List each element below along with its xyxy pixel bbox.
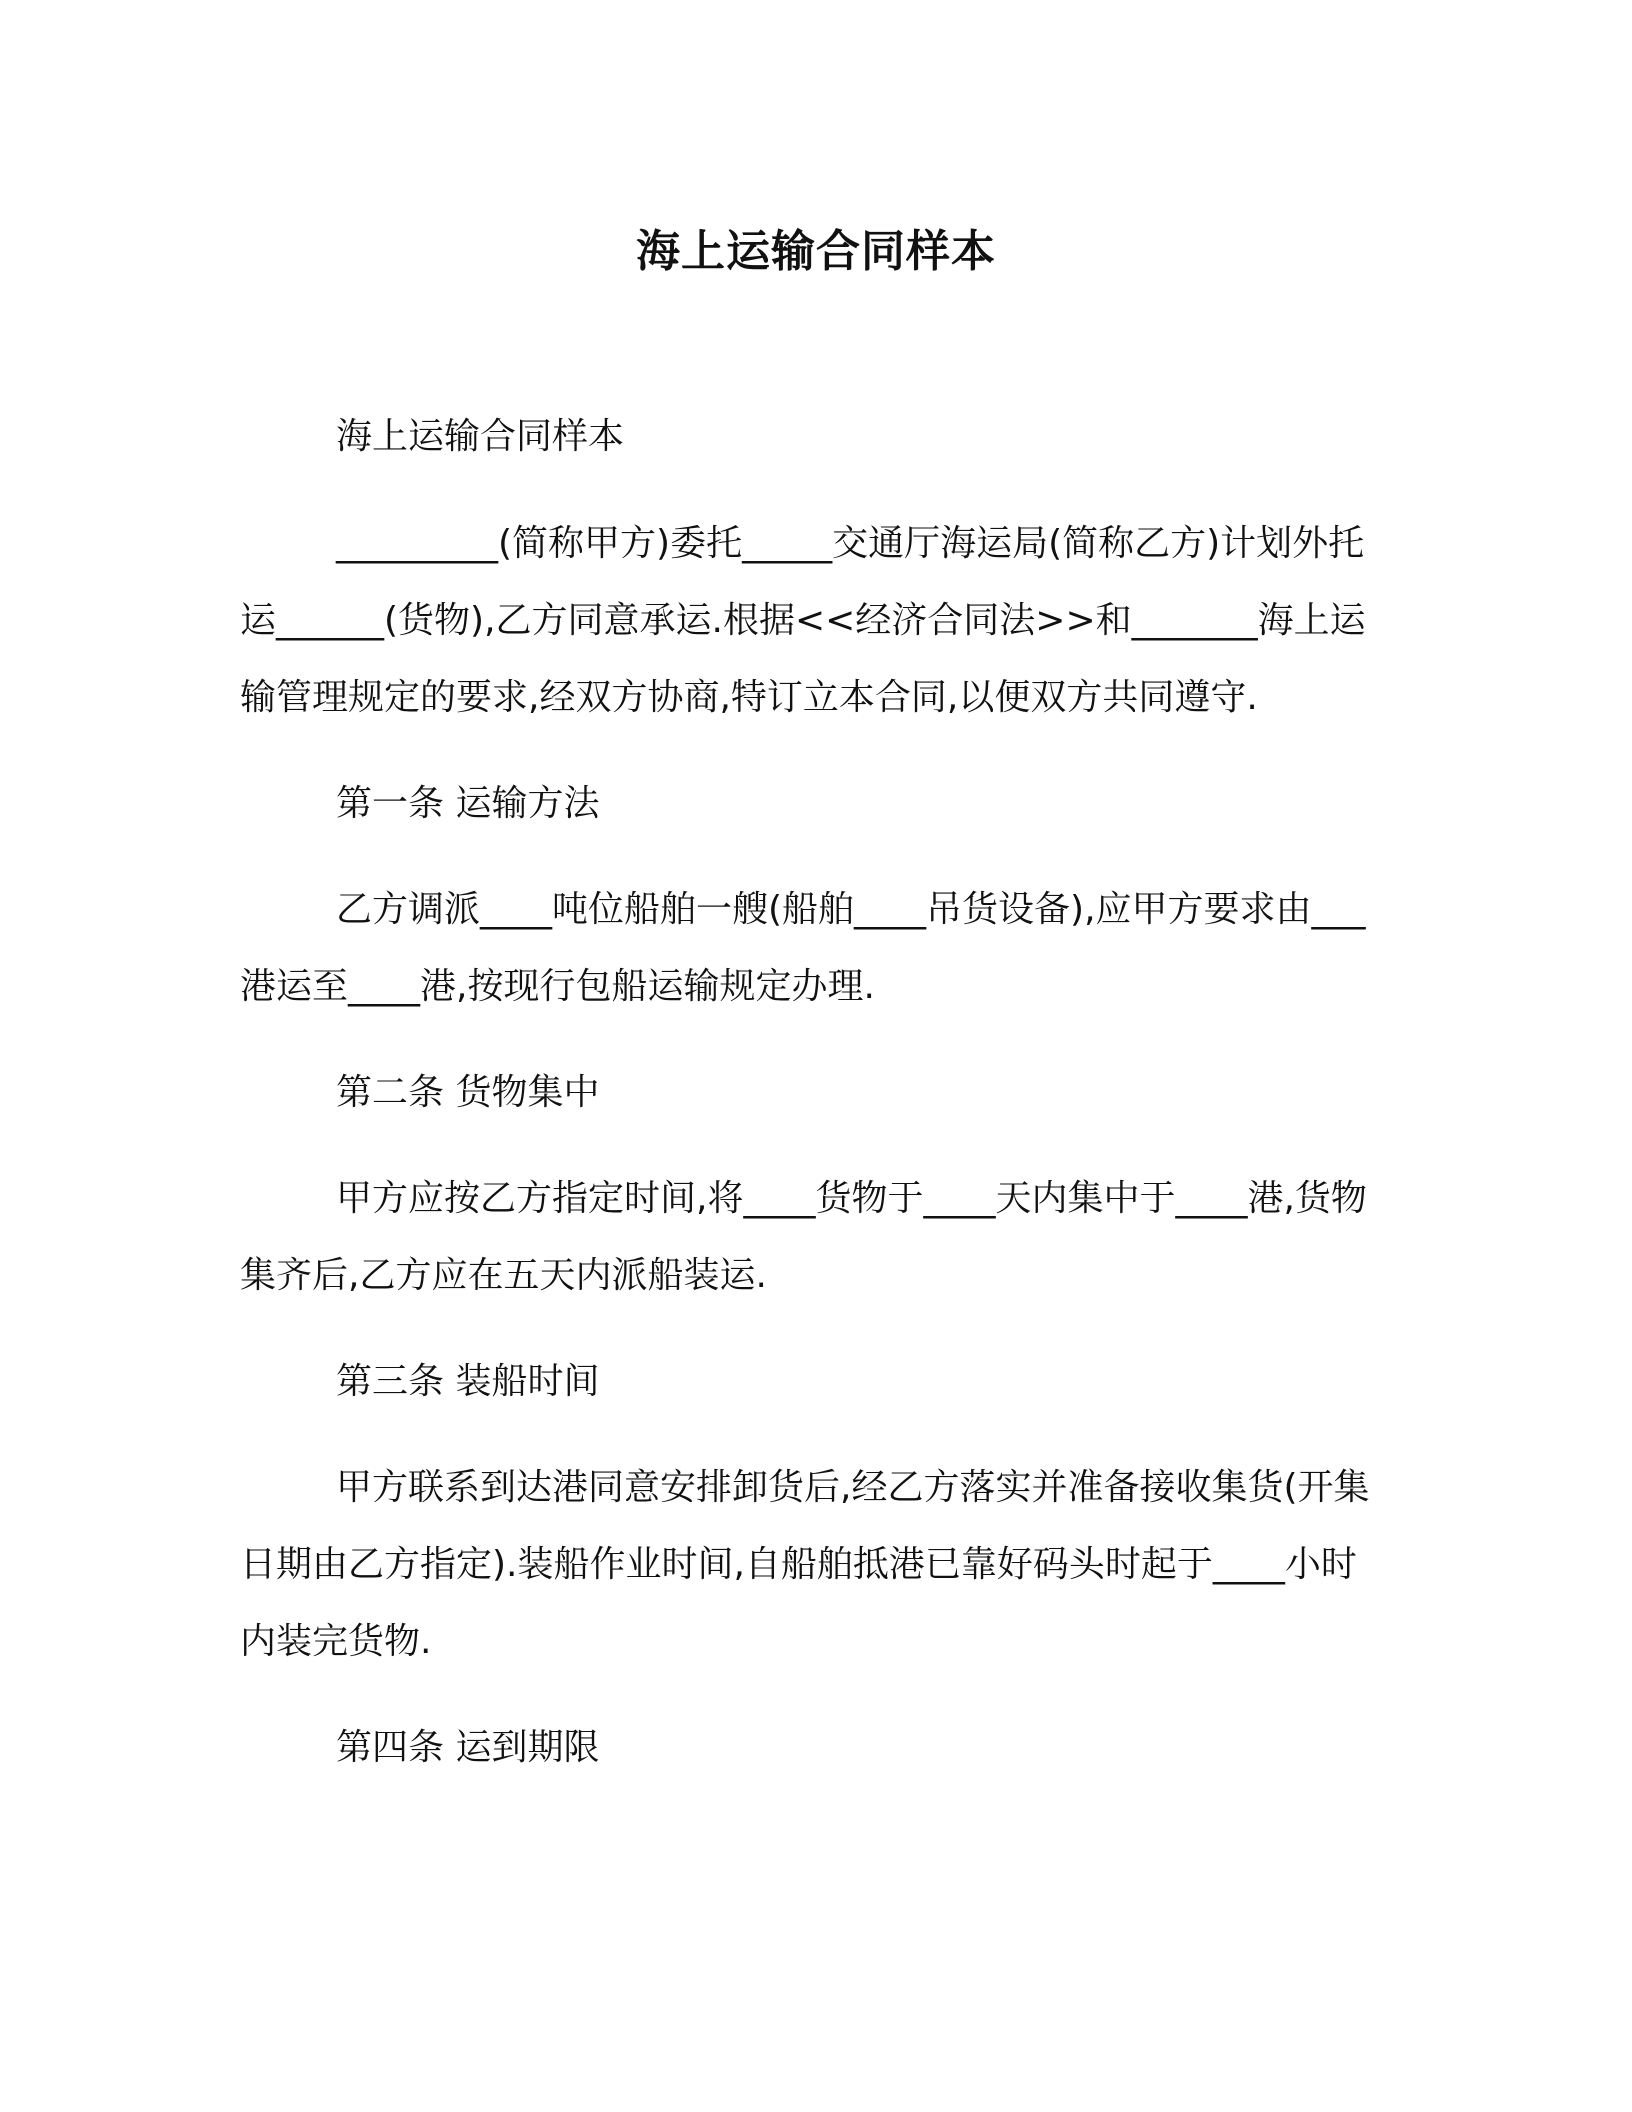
document-body (240, 398, 1370, 1786)
article-1-body: 乙方调派____吨位船舶一艘(船舶____吊货设备),应甲方要求由___港运至____港,按现行包船运输规定办理. (240, 889, 1366, 1007)
article-4-heading: 第四条 运到期限 (336, 1727, 600, 1768)
preamble-paragraph: _________(简称甲方)委托_____交通厅海运局(简称乙方)计划外托运______(货物),乙方同意承运.根据<<经济合同法>>和_______海上运输管理规定的要求,经双方协商,特订立本合同,以便双方共同遵守. (240, 523, 1366, 718)
article-2-body: 甲方应按乙方指定时间,将____货物于____天内集中于____港,货物集齐后,乙方应在五天内派船装运. (240, 1178, 1367, 1296)
subtitle-paragraph: 海上运输合同样本 (336, 416, 625, 457)
article-2-heading: 第二条 货物集中 (336, 1072, 600, 1113)
document-title: 海上运输合同样本 (636, 226, 996, 277)
article-3-body: 甲方联系到达港同意安排卸货后,经乙方落实并准备接收集货(开集日期由乙方指定).装船作业时间,自船舶抵港已靠好码头时起于____小时内装完货物. (240, 1467, 1370, 1662)
article-3-heading: 第三条 装船时间 (336, 1361, 600, 1402)
article-1-heading: 第一条 运输方法 (336, 783, 600, 824)
